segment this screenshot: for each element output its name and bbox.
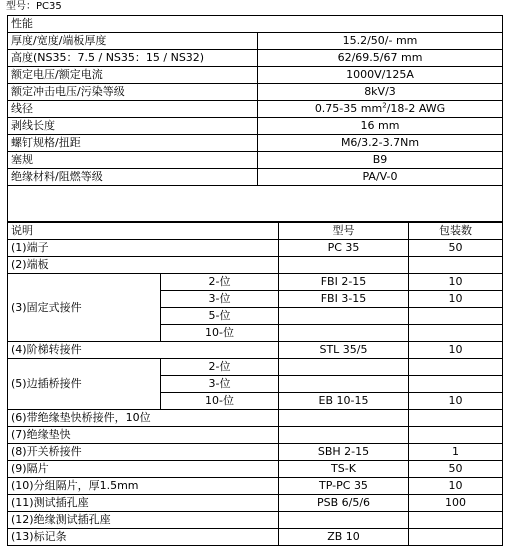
accessory-row — [8, 529, 503, 546]
accessory-pack — [409, 325, 503, 342]
spec-row — [8, 169, 503, 186]
spec-row — [8, 33, 503, 50]
accessory-position: 10-位 — [161, 325, 279, 342]
accessory-model: SBH 2-15 — [279, 444, 409, 461]
accessory-model: STL 35/5 — [279, 342, 409, 359]
accessory-pack: 10 — [409, 478, 503, 495]
spec-row — [8, 152, 503, 169]
accessory-row — [8, 410, 503, 427]
spec-label: 额定电压/额定电流 — [8, 67, 258, 84]
spec-value: 15.2/50/- mm — [258, 33, 503, 50]
accessory-pack: 10 — [409, 291, 503, 308]
accessory-pack — [409, 427, 503, 444]
accessory-model — [279, 359, 409, 376]
spec-label: 高度(NS35：7.5 / NS35：15 / NS32) — [8, 50, 258, 67]
accessory-row — [8, 427, 503, 444]
accessory-row — [8, 495, 503, 512]
accessories-header-row — [8, 222, 503, 240]
performance-title: 性能 — [8, 16, 503, 33]
accessory-pack: 10 — [409, 393, 503, 410]
accessory-model: EB 10-15 — [279, 393, 409, 410]
accessory-row — [8, 478, 503, 495]
accessory-desc: (10)分组隔片，厚1.5mm — [8, 478, 279, 495]
accessory-row — [8, 257, 503, 274]
accessory-position: 3-位 — [161, 376, 279, 393]
accessory-row — [8, 359, 503, 376]
accessory-model — [279, 427, 409, 444]
accessory-pack — [409, 257, 503, 274]
spec-label: 塞规 — [8, 152, 258, 169]
accessory-pack: 50 — [409, 240, 503, 257]
spec-value: 1000V/125A — [258, 67, 503, 84]
accessory-model — [279, 512, 409, 529]
accessory-row — [8, 342, 503, 359]
spec-value: B9 — [258, 152, 503, 169]
accessory-model — [279, 376, 409, 393]
accessory-row — [8, 461, 503, 478]
accessory-position: 2-位 — [161, 274, 279, 291]
accessory-desc: (6)带绝缘垫快桥接件，10位 — [8, 410, 279, 427]
accessory-desc: (12)绝缘测试插孔座 — [8, 512, 279, 529]
spec-value-wire-gauge — [258, 101, 503, 118]
accessory-position: 3-位 — [161, 291, 279, 308]
accessory-model — [279, 257, 409, 274]
accessory-model: PC 35 — [279, 240, 409, 257]
accessory-pack: 10 — [409, 342, 503, 359]
accessory-model: PSB 6/5/6 — [279, 495, 409, 512]
spacer-row — [8, 186, 503, 223]
accessory-pack — [409, 512, 503, 529]
accessory-position: 10-位 — [161, 393, 279, 410]
accessory-row — [8, 444, 503, 461]
accessory-pack: 100 — [409, 495, 503, 512]
header-desc: 说明 — [8, 222, 279, 240]
wire-gauge-awg: /18-2 AWG — [386, 102, 446, 115]
performance-table — [7, 15, 503, 223]
accessory-group-desc: (3)固定式接件 — [8, 274, 161, 342]
accessory-pack — [409, 308, 503, 325]
spec-row — [8, 50, 503, 67]
accessory-desc: (11)测试插孔座 — [8, 495, 279, 512]
accessory-pack — [409, 359, 503, 376]
wire-gauge-sup: 2 — [382, 101, 387, 110]
spec-label: 厚度/宽度/端板厚度 — [8, 33, 258, 50]
spec-label: 螺钉规格/扭距 — [8, 135, 258, 152]
spec-label: 额定冲击电压/污染等级 — [8, 84, 258, 101]
model-label: 型号：PC35 — [6, 1, 62, 12]
accessory-pack: 50 — [409, 461, 503, 478]
accessory-pack: 1 — [409, 444, 503, 461]
spacer-cell — [8, 186, 503, 223]
accessory-desc: (13)标记条 — [8, 529, 279, 546]
accessory-row — [8, 274, 503, 291]
header-model: 型号 — [279, 222, 409, 240]
accessory-row — [8, 240, 503, 257]
accessory-model — [279, 308, 409, 325]
accessory-pack — [409, 410, 503, 427]
accessory-pack — [409, 529, 503, 546]
accessory-row — [8, 512, 503, 529]
accessory-desc: (1)端子 — [8, 240, 279, 257]
accessory-desc: (9)隔片 — [8, 461, 279, 478]
spec-row — [8, 118, 503, 135]
accessory-model: TS-K — [279, 461, 409, 478]
spec-value: PA/V-0 — [258, 169, 503, 186]
spec-value: 8kV/3 — [258, 84, 503, 101]
wire-gauge-main: 0.75-35 mm — [314, 102, 383, 115]
accessory-desc: (8)开关桥接件 — [8, 444, 279, 461]
accessory-pack: 10 — [409, 274, 503, 291]
accessory-desc: (4)阶梯转接件 — [8, 342, 279, 359]
performance-title-row — [8, 16, 503, 33]
accessory-position: 5-位 — [161, 308, 279, 325]
accessory-model: FBI 3-15 — [279, 291, 409, 308]
spec-row — [8, 84, 503, 101]
spec-row — [8, 101, 503, 118]
accessory-position: 2-位 — [161, 359, 279, 376]
accessory-pack — [409, 376, 503, 393]
accessories-table — [7, 221, 503, 546]
accessory-group-desc: (5)边插桥接件 — [8, 359, 161, 410]
spec-label: 线径 — [8, 101, 258, 118]
accessory-desc: (2)端板 — [8, 257, 279, 274]
spec-value: 16 mm — [258, 118, 503, 135]
header-pack: 包装数 — [409, 222, 503, 240]
accessory-model — [279, 325, 409, 342]
spec-row — [8, 67, 503, 84]
accessory-model: TP-PC 35 — [279, 478, 409, 495]
spec-value: M6/3.2-3.7Nm — [258, 135, 503, 152]
accessory-model: FBI 2-15 — [279, 274, 409, 291]
accessory-model — [279, 410, 409, 427]
spec-row — [8, 135, 503, 152]
accessory-model: ZB 10 — [279, 529, 409, 546]
spec-label: 剥线长度 — [8, 118, 258, 135]
spec-value: 62/69.5/67 mm — [258, 50, 503, 67]
accessory-desc: (7)绝缘垫快 — [8, 427, 279, 444]
spec-label: 绝缘材料/阻燃等级 — [8, 169, 258, 186]
